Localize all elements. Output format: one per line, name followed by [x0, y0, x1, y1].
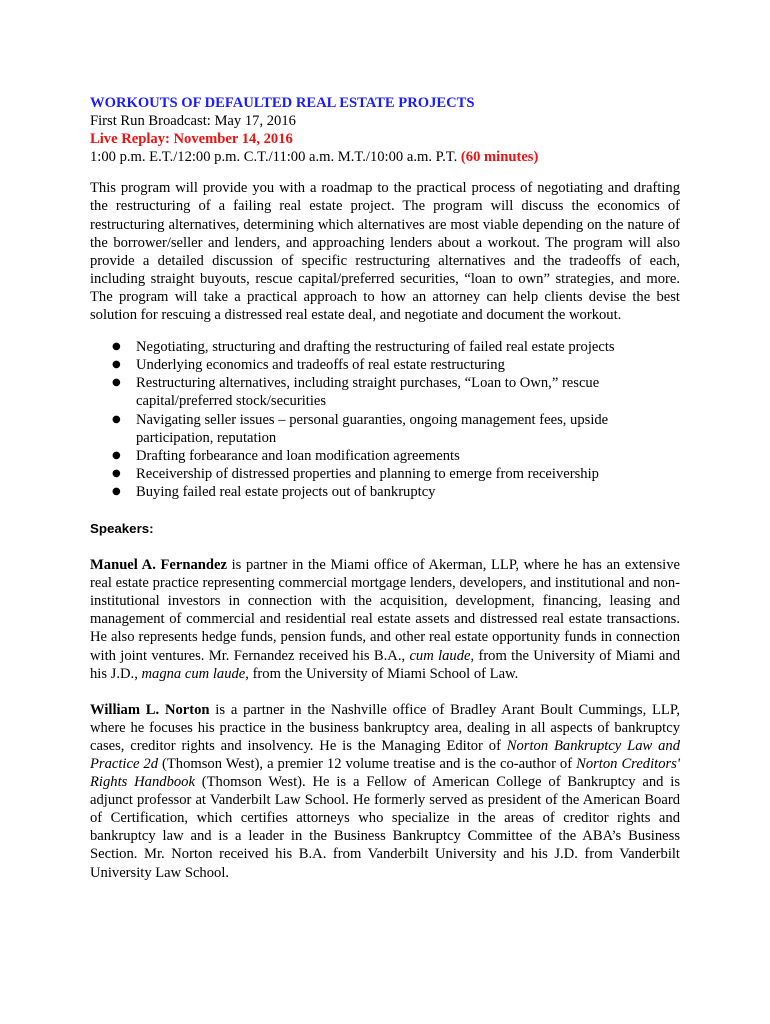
bullet-icon: ●: [112, 485, 121, 497]
bullet-icon: ●: [112, 359, 121, 371]
bullet-icon: ●: [112, 467, 121, 479]
live-replay-date: Live Replay: November 14, 2016: [90, 131, 293, 148]
topic-text: Negotiating, structuring and drafting the restructuring of failed real estate projects: [136, 339, 615, 356]
list-item: [112, 356, 680, 374]
list-item: [112, 411, 680, 447]
program-title: WORKOUTS OF DEFAULTED REAL ESTATE PROJECTS: [90, 95, 475, 111]
broadcast-time-zones: 1:00 p.m. E.T./12:00 p.m. C.T./11:00 a.m. M.T./10:00 a.m. P.T.: [90, 149, 458, 166]
topic-text: Underlying economics and tradeoffs of real estate restructuring: [136, 357, 505, 374]
speakers-heading: Speakers:: [90, 520, 154, 536]
bio-text: (Thomson West). He is a Fellow of American College of Bankruptcy and is adjunct professor at Vanderbilt Law School. He formerly served as president of the American Board of Certification, which certifies attorneys who specialize in the areas of creditor rights and bankruptcy law and is a leader in the Business Bankruptcy Committee of the ABA’s Business Section. Mr. Norton received his B.A. from Vanderbilt University and his J.D. from Vanderbilt University Law School.: [90, 774, 680, 881]
list-item: [112, 465, 680, 483]
program-header: [90, 94, 680, 166]
topic-text: Drafting forbearance and loan modification agreements: [136, 447, 460, 464]
list-item: [112, 483, 680, 501]
list-item: [112, 374, 680, 410]
speaker-bio-fernandez: [90, 556, 680, 683]
program-duration: (60 minutes): [460, 149, 539, 166]
bio-text: , from the University of Miami and his J.D.,: [90, 647, 680, 682]
document-body: [90, 94, 680, 882]
topic-text: Navigating seller issues – personal guaranties, ongoing management fees, upside participation, reputation: [136, 411, 609, 446]
bullet-icon: ●: [112, 413, 121, 425]
program-description: This program will provide you with a roadmap to the practical process of negotiating and drafting the restructuring of a failing real estate project. The program will discuss the economics of restructuring alternatives, determining which alternatives are most viable depending on the nature of the borrower/seller and lenders, and approaching lenders about a workout. The program will also provide a detailed discussion of specific restructuring alternatives and the tradeoffs of each, including straight buyouts, rescue capital/preferred securities, “loan to own” strategies, and more. The program will take a practical approach to how an attorney can help clients devise the best solution for rescuing a distressed real estate deal, and negotiate and document the workout.: [90, 180, 680, 324]
broadcast-times: [90, 148, 680, 166]
bio-text: is partner in the Miami office of Akerman, LLP, where he has an extensive real estate practice representing commercial mortgage lenders, developers, and institutional and non-institutional investors in connection with the acquisition, development, financing, leasing and management of commercial and residential real estate assets and distressed real estate transactions. He also represents hedge funds, pension funds, and other real estate opportunity funds in connection with joint ventures. Mr. Fernandez received his B.A.,: [90, 557, 680, 664]
bio-italic-text: cum laude: [409, 647, 471, 664]
bio-text: (Thomson West), a premier 12 volume treatise and is the co-author of: [158, 756, 577, 772]
bullet-icon: ●: [112, 341, 121, 353]
speaker-bio-norton: [90, 701, 680, 882]
list-item: [112, 338, 680, 356]
topics-list: [90, 338, 680, 501]
bullet-icon: ●: [112, 377, 121, 389]
speaker-name: William L. Norton: [90, 701, 210, 718]
speaker-name: Manuel A. Fernandez: [90, 557, 227, 574]
list-item: [112, 447, 680, 465]
topic-text: Receivership of distressed properties and planning to emerge from receivership: [136, 465, 599, 482]
bio-italic-text: Norton Creditors' Rights Handbook: [90, 756, 680, 791]
bullet-icon: ●: [112, 449, 121, 461]
topic-text: Buying failed real estate projects out of bankruptcy: [136, 483, 436, 500]
bio-text: is a partner in the Nashville office of Bradley Arant Boult Cummings, LLP, where he focuses his practice in the business bankruptcy area, dealing in all aspects of bankruptcy cases, creditor rights and insolvency. He is the Managing Editor of: [90, 701, 680, 754]
bio-italic-text: Norton Bankruptcy Law and Practice 2d: [90, 737, 680, 772]
topic-text: Restructuring alternatives, including straight purchases, “Loan to Own,” rescue capital/preferred stock/securities: [136, 375, 600, 410]
first-run-date: First Run Broadcast: May 17, 2016: [90, 113, 296, 130]
bio-italic-text: magna cum laude: [141, 665, 246, 682]
bio-text: , from the University of Miami School of Law.: [245, 665, 519, 682]
